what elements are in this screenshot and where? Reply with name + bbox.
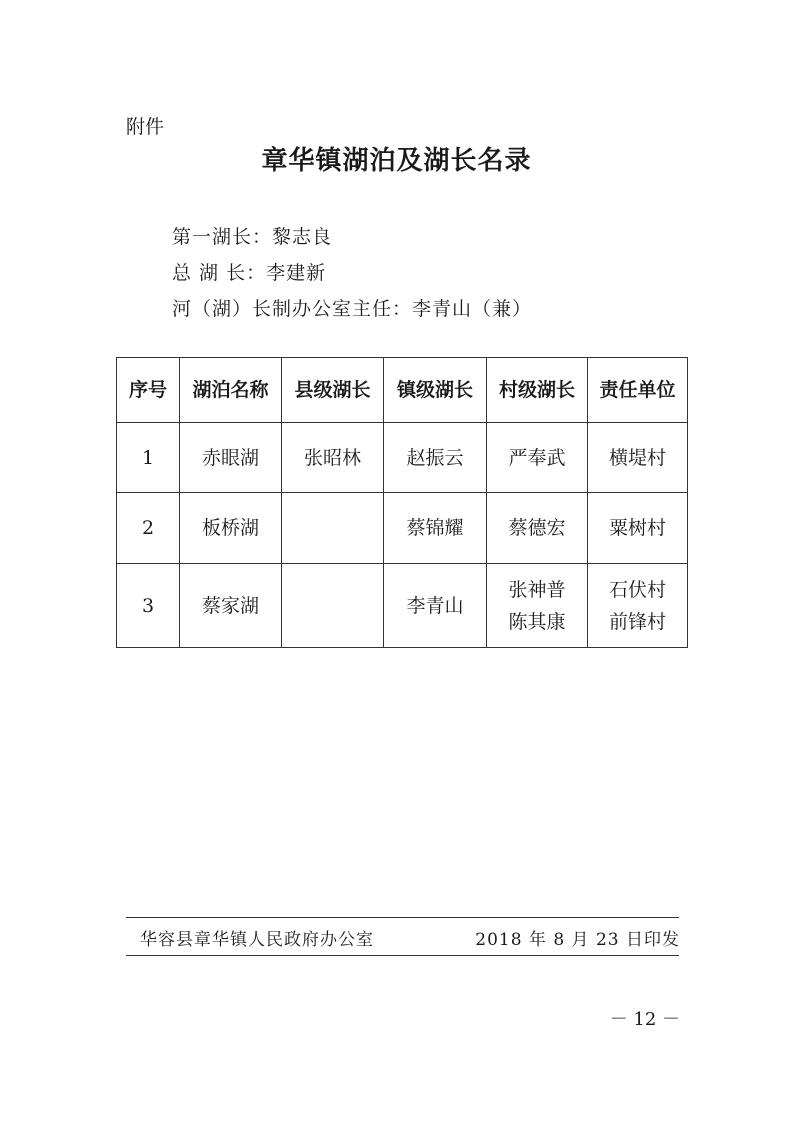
cell-lake: 赤眼湖 (180, 423, 282, 493)
header-village: 村级湖长 (487, 358, 588, 423)
table-row (117, 493, 688, 564)
table-row (117, 564, 688, 648)
cell-village (487, 564, 588, 648)
header-town: 镇级湖长 (384, 358, 487, 423)
table-row (117, 423, 688, 493)
unit-name: 前锋村 (608, 610, 666, 633)
unit-name: 石伏村 (608, 578, 666, 601)
cell-town: 蔡锦耀 (384, 493, 487, 564)
cell-lake: 蔡家湖 (180, 564, 282, 648)
header-no: 序号 (117, 358, 180, 423)
cell-town: 李青山 (384, 564, 487, 648)
lake-table (116, 357, 688, 648)
footer-date: 2018 年 8 月 23 日印发 (475, 930, 680, 950)
cell-unit (588, 493, 688, 564)
unit-name: 横堤村 (608, 446, 666, 469)
leader-general: 总 湖 长：李建新 (172, 262, 327, 284)
cell-no: 3 (117, 564, 180, 648)
cell-unit (588, 423, 688, 493)
cell-county (282, 493, 384, 564)
cell-unit (588, 564, 688, 648)
cell-no: 2 (117, 493, 180, 564)
cell-no: 1 (117, 423, 180, 493)
header-county: 县级湖长 (282, 358, 384, 423)
village-leader: 严奉武 (508, 446, 566, 469)
table-header-row (117, 358, 688, 423)
leader-first: 第一湖长：黎志良 (172, 226, 333, 248)
cell-lake: 板桥湖 (180, 493, 282, 564)
page-title: 章华镇湖泊及湖长名录 (261, 146, 532, 176)
cell-village (487, 493, 588, 564)
attachment-label: 附件 (126, 116, 165, 138)
footer-rule-top (126, 917, 679, 918)
cell-county: 张昭林 (282, 423, 384, 493)
village-leader: 蔡德宏 (508, 517, 566, 539)
cell-county (282, 564, 384, 648)
unit-name: 粟树村 (608, 517, 666, 539)
village-leader: 陈其康 (508, 610, 566, 633)
leader-office-director: 河（湖）长制办公室主任：李青山（兼） (172, 298, 533, 320)
footer-rule-bottom (126, 955, 679, 956)
header-unit: 责任单位 (588, 358, 688, 423)
footer-office: 华容县章华镇人民政府办公室 (140, 930, 374, 950)
village-leader: 张神普 (508, 578, 566, 601)
header-lake: 湖泊名称 (180, 358, 282, 423)
cell-town: 赵振云 (384, 423, 487, 493)
page-number: － 12 － (609, 1009, 680, 1030)
cell-village (487, 423, 588, 493)
